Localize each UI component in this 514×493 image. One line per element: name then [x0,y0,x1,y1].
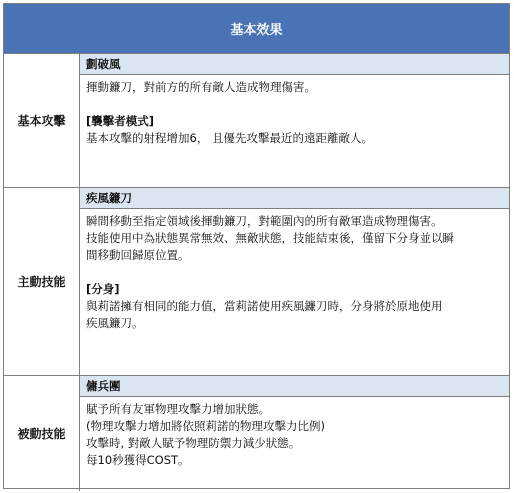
row-label: 基本攻擊 [4,54,80,187]
description-line: 每10秒獲得COST。 [86,453,190,467]
skill-table [3,3,510,489]
skill-name: 疾風鐮刀 [80,188,509,209]
description-line: 賦予所有友軍物理攻擊力增加狀態。 [86,402,270,416]
row-content [80,376,509,491]
description-line: 間移動回歸原位置。 [86,248,190,262]
description-line: 與莉諾擁有相同的能力值，當莉諾使用疾風鐮刀時，分身將於原地使用 [86,299,443,313]
clone-heading: [分身] [86,282,120,296]
table-row-active-skill [4,188,509,376]
skill-description [80,209,509,332]
table-row-basic-attack [4,54,509,188]
row-content [80,54,509,187]
row-label: 主動技能 [4,188,80,375]
skill-name: 傭兵團 [80,376,509,397]
row-label: 被動技能 [4,376,80,491]
table-header: 基本效果 [4,4,509,54]
spacer [86,96,503,113]
skill-description [80,397,509,469]
skill-name: 劃破風 [80,54,509,75]
table-row-passive-skill [4,376,509,491]
description-line: 技能使用中為狀態異常無效、無敵狀態，技能結束後，僅留下分身並以瞬 [86,231,454,245]
row-content [80,188,509,375]
description-line: 攻擊時, 對敵人賦予物理防禦力減少狀態。 [86,436,301,450]
description-line: 瞬間移動至指定領域後揮動鐮刀，對範圍內的所有敵軍造成物理傷害。 [86,214,443,228]
description-line: 疾風鐮刀。 [86,316,144,330]
skill-description [80,75,509,147]
description-line: (物理攻擊力增加將依照莉諾的物理攻擊力比例) [86,419,325,433]
description-line: 揮動鐮刀，對前方的所有敵人造成物理傷害。 [86,80,316,94]
description-line: 基本攻擊的射程增加6， 且優先攻擊最近的遠距離敵人。 [86,131,373,145]
mode-heading: [襲擊者模式] [86,114,155,128]
spacer [86,264,503,281]
